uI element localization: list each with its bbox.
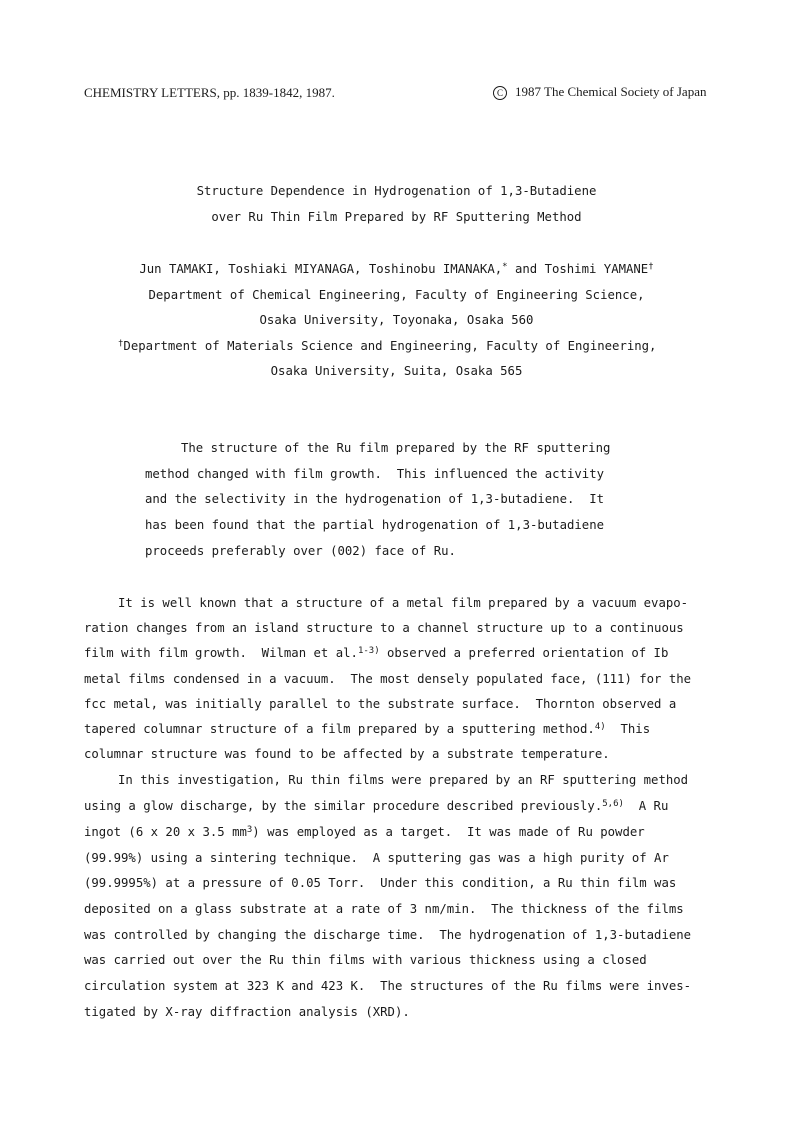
copyright-notice: [493, 85, 706, 100]
body-line: (99.9995%) at a pressure of 0.05 Torr. Under this condition, a Ru thin film was: [84, 876, 677, 890]
body-line: tapered columnar structure of a film prepared by a sputtering method.$^{4)}$ This: [84, 722, 651, 736]
copyright-icon: C: [493, 86, 507, 100]
authors-part-2: and Toshimi YAMANE: [507, 262, 649, 276]
copyright-text: 1987 The Chemical Society of Japan: [515, 84, 707, 99]
body-line: (99.99%) using a sintering technique. A sputtering gas was a high purity of Ar: [84, 851, 669, 865]
body-line: ration changes from an island structure to a channel structure up to a continuous: [84, 621, 684, 635]
abstract-line: The structure of the Ru film prepared by the RF sputtering: [181, 441, 611, 455]
abstract-line: has been found that the partial hydrogenation of 1,3-butadiene: [145, 518, 605, 532]
corresponding-author-mark: *: [502, 262, 508, 272]
reference-citation: 5,6): [602, 799, 624, 809]
body-line: It is well known that a structure of a metal film prepared by a vacuum evapo-: [118, 596, 689, 610]
body-line: using a glow discharge, by the similar procedure described previously.$^{5,6)}$ A Ru: [84, 799, 669, 813]
body-line: was controlled by changing the discharge time. The hydrogenation of 1,3-butadiene: [84, 928, 692, 942]
abstract-line: proceeds preferably over (002) face of Ru.: [145, 544, 456, 558]
affiliation-line-1: Department of Chemical Engineering, Faculty of Engineering Science,: [148, 288, 645, 302]
affiliation-line-3: †Department of Materials Science and Engineering, Faculty of Engineering,: [118, 339, 657, 353]
reference-citation: 4): [594, 722, 606, 732]
title-line-2: over Ru Thin Film Prepared by RF Sputtering Method: [211, 210, 582, 224]
abstract-line: method changed with film growth. This influenced the activity: [145, 467, 605, 481]
body-line: tigated by X-ray diffraction analysis (XRD).: [84, 1005, 410, 1019]
body-line: was carried out over the Ru thin films with various thickness using a closed: [84, 953, 647, 967]
body-line: columnar structure was found to be affected by a substrate temperature.: [84, 747, 610, 761]
superscript: 3: [246, 825, 253, 835]
affiliation-dagger-mark: †: [648, 262, 654, 272]
abstract-line: and the selectivity in the hydrogenation of 1,3-butadiene. It: [145, 492, 605, 506]
title-line-1: Structure Dependence in Hydrogenation of 1,3-Butadiene: [196, 184, 597, 198]
authors-part-1: Jun TAMAKI, Toshiaki MIYANAGA, Toshinobu IMANAKA,: [139, 262, 503, 276]
body-line: ingot (6 x 20 x 3.5 $mm^3$) was employed as a target. It was made of Ru powder: [84, 825, 645, 839]
affiliation-line-4: Osaka University, Suita, Osaka 565: [270, 364, 523, 378]
body-line: fcc metal, was initially parallel to the substrate surface. Thornton observed a: [84, 697, 677, 711]
body-line: metal films condensed in a vacuum. The most densely populated face, (111) for the: [84, 672, 692, 686]
body-line: deposited on a glass substrate at a rate of 3 nm/min. The thickness of the films: [84, 902, 684, 916]
reference-citation: 1-3): [357, 646, 380, 656]
body-line: film with film growth. Wilman et al.$^{1-3)}$ observed a preferred orientation of Ib: [84, 646, 669, 660]
affiliation-dagger-mark-2: †: [118, 339, 124, 349]
author-list: [0, 263, 793, 275]
affiliation-line-2: Osaka University, Toyonaka, Osaka 560: [259, 313, 534, 327]
body-line: circulation system at 323 K and 423 K. The structures of the Ru films were inves-: [84, 979, 692, 993]
body-line: In this investigation, Ru thin films were prepared by an RF sputtering method: [118, 773, 689, 787]
journal-citation: CHEMISTRY LETTERS, pp. 1839-1842, 1987.: [84, 85, 335, 100]
